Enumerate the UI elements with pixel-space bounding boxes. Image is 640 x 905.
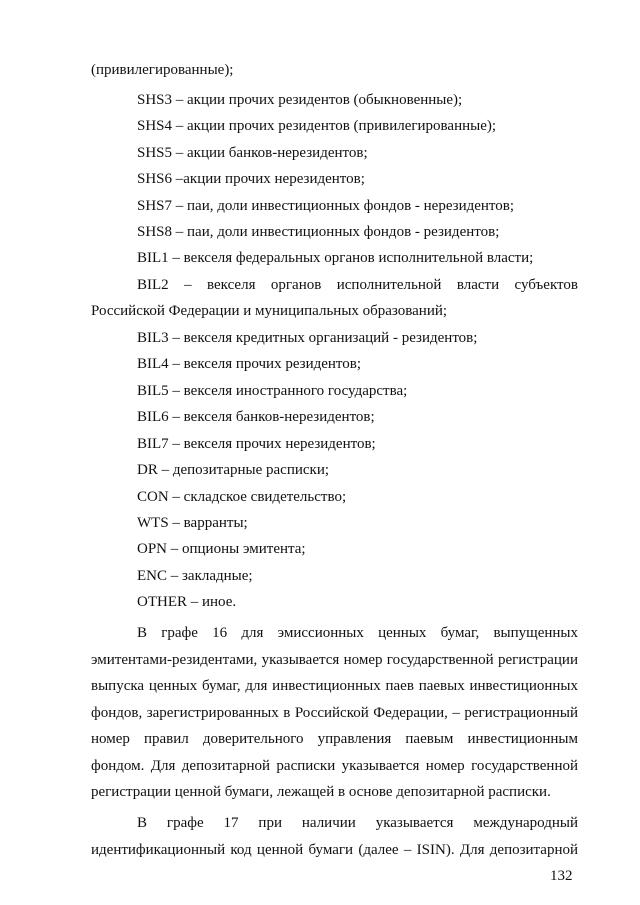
list-item: BIL3 – векселя кредитных организаций - резидентов; (137, 330, 478, 346)
paragraph-16-line: фондов, зарегистрированных в Российской Федерации, – регистрационный (91, 705, 578, 721)
list-item: ENC – закладные; (137, 568, 253, 584)
list-item: WTS – варранты; (137, 515, 248, 531)
paragraph-16-line: эмитентами-резидентами, указывается номер государственной регистрации (91, 652, 578, 668)
list-item: BIL5 – векселя иностранного государства; (137, 383, 408, 399)
list-item: OTHER – иное. (137, 594, 237, 610)
list-item: SHS3 – акции прочих резидентов (обыкновенные); (137, 92, 463, 108)
list-item: BIL6 – векселя банков-нерезидентов; (137, 409, 375, 425)
list-item: OPN – опционы эмитента; (137, 541, 306, 557)
list-item: SHS7 – паи, доли инвестиционных фондов - нерезидентов; (137, 198, 515, 214)
page-number: 132 (550, 868, 573, 884)
list-item: SHS6 –акции прочих нерезидентов; (137, 171, 365, 187)
list-item: BIL7 – векселя прочих нерезидентов; (137, 436, 376, 452)
paragraph-16-line: номер правил доверительного управления паевым инвестиционным (91, 731, 578, 747)
paragraph-16-line: регистрации ценной бумаги, лежащей в основе депозитарной расписки. (91, 784, 551, 800)
list-item: CON – складское свидетельство; (137, 489, 347, 505)
paragraph-16-line: В графе 16 для эмиссионных ценных бумаг, выпущенных (137, 625, 578, 641)
list-item: SHS4 – акции прочих резидентов (привилегированные); (137, 118, 497, 134)
list-item-bil2-line1: BIL2 – векселя органов исполнительной власти субъектов (137, 277, 578, 293)
paragraph-17-line: В графе 17 при наличии указывается международный (137, 815, 578, 831)
list-continuation: (привилегированные); (91, 62, 234, 78)
list-item: DR – депозитарные расписки; (137, 462, 330, 478)
list-item: BIL4 – векселя прочих резидентов; (137, 356, 362, 372)
paragraph-16-line: выпуска ценных бумаг, для инвестиционных паев паевых инвестиционных (91, 678, 578, 694)
paragraph-16-line: фондом. Для депозитарной расписки указывается номер государственной (91, 758, 578, 774)
list-item-bil2-line2: Российской Федерации и муниципальных образований; (91, 303, 448, 319)
paragraph-17-line: идентификационный код ценной бумаги (далее – ISIN). Для депозитарной (91, 842, 578, 858)
list-item: BIL1 – векселя федеральных органов исполнительной власти; (137, 250, 534, 266)
list-item: SHS8 – паи, доли инвестиционных фондов - резидентов; (137, 224, 500, 240)
list-item: SHS5 – акции банков-нерезидентов; (137, 145, 368, 161)
